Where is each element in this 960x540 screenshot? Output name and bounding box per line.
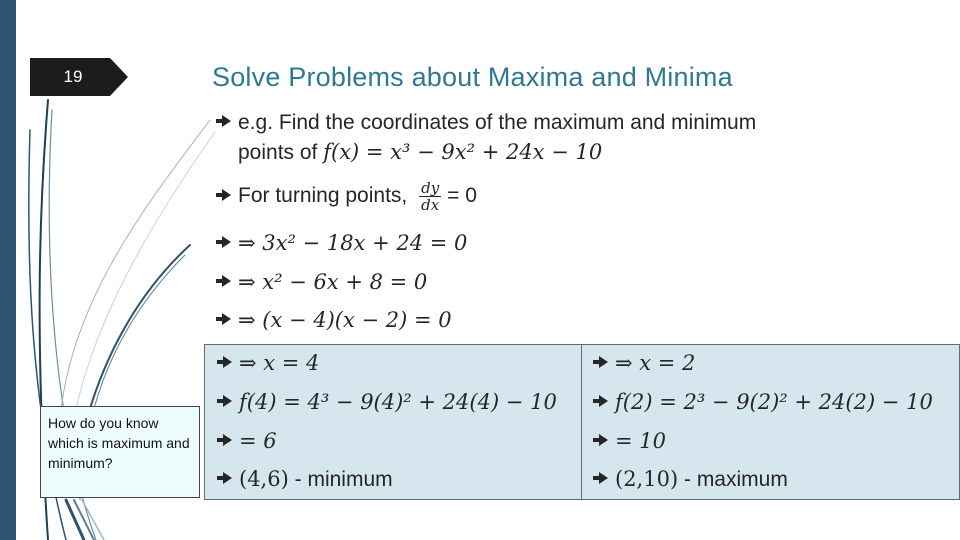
panel-left-row-1 <box>217 351 319 376</box>
bullet-example <box>216 111 756 135</box>
panel-divider <box>581 345 582 499</box>
equation-2: ⇒ x² − 6x + 8 = 0 <box>238 270 428 294</box>
bullet-arrow-icon <box>222 313 231 325</box>
panel-right-row-4 <box>593 467 788 492</box>
equation-1: ⇒ 3x² − 18x + 24 = 0 <box>238 231 468 255</box>
bullet-equation-2 <box>216 270 427 295</box>
minimum-point: (4,6) <box>239 467 289 491</box>
panel-right-row-1 <box>593 351 695 376</box>
bullet-arrow-icon <box>222 189 231 201</box>
bullet-example-continued <box>216 140 602 165</box>
bullet-arrow-icon <box>223 395 232 407</box>
bullet-arrow-icon <box>222 236 231 248</box>
bullet-arrow-icon <box>599 395 608 407</box>
function-definition: f(x) = x³ − 9x² + 24x − 10 <box>323 140 603 164</box>
bullet-example-line1: e.g. Find the coordinates of the maximum and minimum <box>238 111 757 134</box>
bullet-turning-points <box>216 180 477 213</box>
x-equals-4: ⇒ x = 4 <box>239 351 320 375</box>
panel-left-row-2 <box>217 390 557 415</box>
f-of-2-value: = 10 <box>615 429 666 453</box>
panel-right-row-3 <box>593 429 666 454</box>
bullet-arrow-icon <box>599 356 608 368</box>
bullet-arrow-icon <box>223 434 232 446</box>
derivative-fraction <box>419 180 441 213</box>
slide-number: 19 <box>63 67 83 86</box>
fraction-denominator: dx <box>421 196 440 214</box>
maximum-point: (2,10) <box>615 467 679 491</box>
equation-3: ⇒ (x − 4)(x − 2) = 0 <box>238 308 452 332</box>
question-callout: How do you know which is maximum and minimum? <box>40 406 200 498</box>
x-equals-2: ⇒ x = 2 <box>615 351 696 375</box>
bullet-equation-1 <box>216 231 467 256</box>
bullet-arrow-icon <box>222 275 231 287</box>
bullet-arrow-icon <box>223 356 232 368</box>
panel-left-row-3 <box>217 429 277 454</box>
bullet-arrow-icon <box>223 472 232 484</box>
bullet-arrow-icon <box>599 434 608 446</box>
f-of-4-value: = 6 <box>239 429 277 453</box>
bullet-arrow-icon <box>222 115 231 127</box>
turning-points-text: For turning points, <box>238 184 414 208</box>
slide-title: Solve Problems about Maxima and Minima <box>212 62 733 92</box>
slide-number-tag <box>30 58 130 96</box>
minimum-label: - minimum <box>288 468 393 491</box>
bullet-equation-3 <box>216 308 452 333</box>
bullet-arrow-icon <box>599 472 608 484</box>
bullet-example-line2-text: points of <box>238 141 324 164</box>
f-of-2-expression: f(2) = 2³ − 9(2)² + 24(2) − 10 <box>615 390 933 414</box>
panel-right-row-2 <box>593 390 933 415</box>
maximum-label: - maximum <box>678 468 788 491</box>
f-of-4-expression: f(4) = 4³ − 9(4)² + 24(4) − 10 <box>239 390 557 414</box>
equals-zero: = 0 <box>447 184 477 208</box>
solution-panel <box>204 344 960 500</box>
fraction-numerator: dy <box>421 179 440 197</box>
panel-left-row-4 <box>217 467 393 492</box>
